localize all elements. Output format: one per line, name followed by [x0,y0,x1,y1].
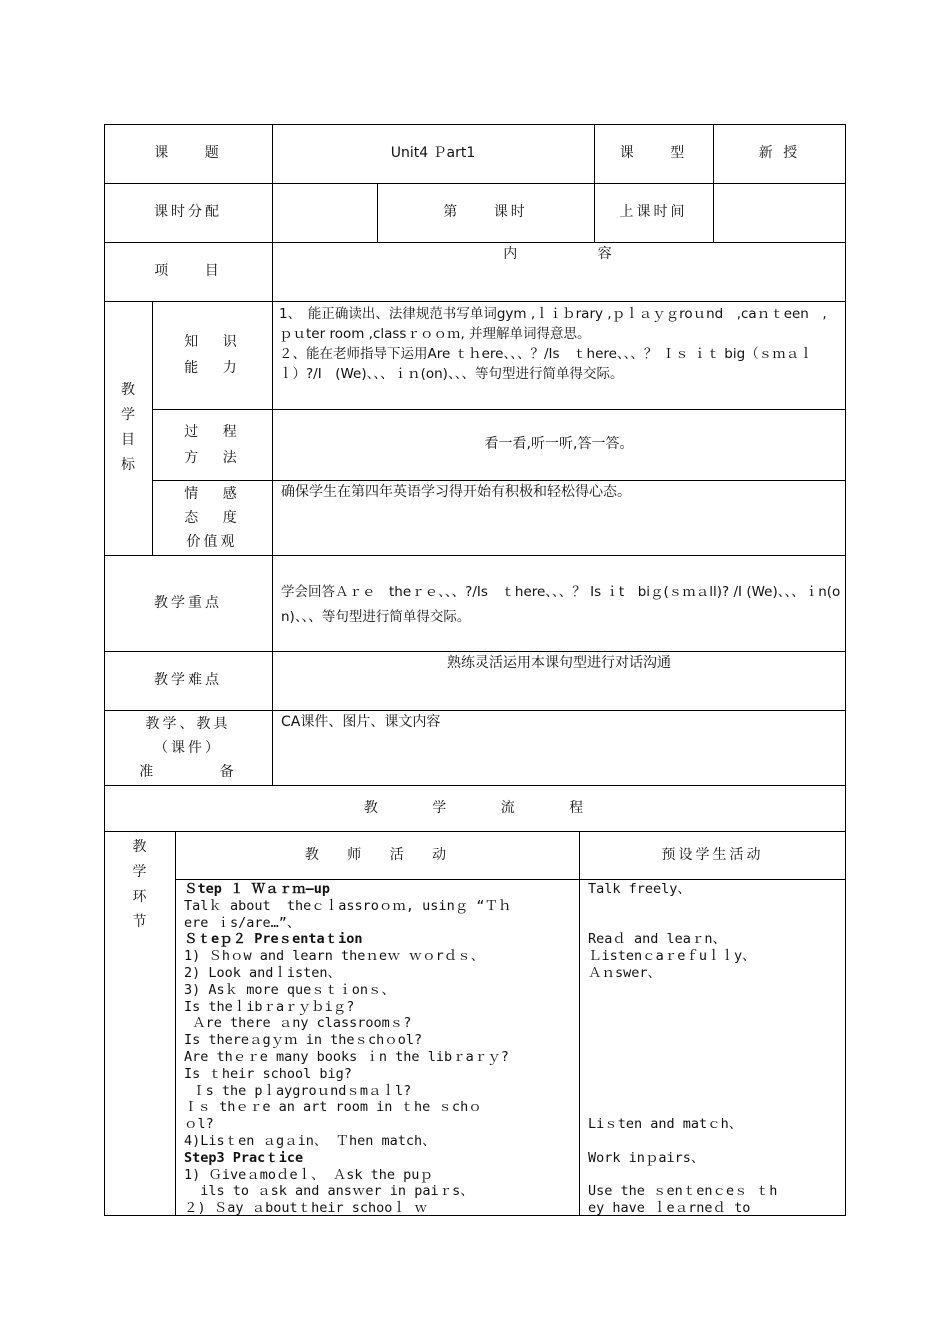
student-activity-line [588,1167,843,1184]
teacher-activity-line: 1) Ｇiveａmoｄeｌ、 Ａsk the puｐ [184,1166,433,1183]
topic-value: Unit4 Ｐart1 [390,145,476,161]
difficulty-label: 教学难点 [154,672,222,688]
student-activity-line [588,915,843,932]
process-label [152,409,272,480]
teacher-activity-line: Ｓｔeｐ２ Preｓentaｔion [184,931,363,948]
student-activity-line [588,1066,843,1083]
emotion-label-line: 价值观 [186,533,238,550]
stage-label-char: 教 [132,839,147,855]
teacher-activity-line: 3) Asｋ more queｓｔｉonｓ、 [184,981,396,998]
student-activity-line: Talk freely、 [588,881,691,897]
objectives-label-char: 学 [121,407,135,423]
student-activity-line [588,1083,843,1100]
process-text: 看一看,听一听,答一答。 [484,436,634,452]
student-activity-line [588,1015,843,1032]
emotion-label-line: 情 感 [184,485,240,502]
teacher-activity-line: Talｋ about theｃｌassroｏｍ, usinｇ “Ｔｈ [184,897,512,914]
lesson-type-value: 新 授 [758,145,801,161]
student-activity-content [588,881,843,1215]
teacher-activity-line: Step3 Pracｔice [184,1149,304,1166]
teacher-activity-line: Ｉs the pｌaygroｕndｓmａｌl? [184,1082,412,1099]
tools-text: CA课件、图片、课文内容 [281,714,441,730]
focus-text: 学会回答Ａｒｅ theｒｅ、、、?/Is ｔhere、、、？ Is ｉt biｇ(ｓｍａll)? /I (We)、、、ｉn(on)、、、等句型进行简单得交际。 [281,584,841,625]
student-activity-line: ey have ｌeａrneｄ to [588,1200,751,1215]
student-activity-line: Work inｐairs、 [588,1149,705,1166]
teacher-activity-line: ２) Ｓay ａboutｔheir schooｌ ｗ [184,1200,428,1215]
teacher-activity-line: Is ｔheir school big? [184,1065,352,1082]
student-activity-line [588,982,843,999]
objectives-label [104,301,152,555]
student-activity-line [588,1133,843,1150]
emotion-label-line: 态 度 [184,509,240,526]
knowledge-label-line: 知 识 [184,334,240,350]
process-label-line: 过 程 [184,423,240,440]
knowledge-text: 1、 能正确读出、法律规范书写单词gym ,ｌｉｂrary ,ｐｌａｙｇroｕnd ,caｎｔeen , ｐｕter room ,classｒｏｏｍ, 并理解单词得意思。 ２、能在老师指导下运用Are ｔｈere、、、？/Is ｔhere、、、？ Ｉｓ ｉｔ big（ｓｍａｌｌ）?/I (We)、、、ｉｎ(on)、、、等句型进行简单得交际。 [279,306,827,382]
emotion-text: 确保学生在第四年英语学习得开始有积极和轻松得心态。 [281,484,631,500]
difficulty-text: 熟练灵活运用本课句型进行对话沟通 [447,655,671,671]
lesson-plan-table [104,124,846,1216]
student-activity-line: Ａｎswer、 [588,964,662,981]
tools-label-line: 教学、教具 [145,715,231,732]
teacher-activity-line: 1) Ｓhｏw and learn theｎeｗ ｗｏrｄｓ、 [184,948,485,965]
period-value: 第 课时 [443,204,528,220]
teacher-activity-line: 2) Look andｌisten、 [184,964,342,981]
teacher-activity-line: 4)Lisｔen ａgａin、 Ｔhen match、 [184,1132,436,1149]
teacher-activity-line: Are thｅｒe many books ｉn the libｒaｒｙ? [184,1048,509,1065]
teacher-activity-line: Ａre there ａny classroomｓ? [184,1015,412,1032]
student-activity-line: Ｌistenｃaｒeｆuｌｌy、 [588,948,756,965]
emotion-label [152,480,272,555]
period-label: 课时分配 [154,204,222,220]
stage-label [104,835,175,945]
teacher-activity-line: Is thereａgｙｍ in theｓchｏol? [184,1032,423,1049]
process-label-line: 方 法 [184,449,240,466]
student-activity-line: Use the ｓenｔenｃeｓ ｔh [588,1183,778,1200]
student-activity-line [588,1049,843,1066]
student-activity-header: 预设学生活动 [661,846,764,863]
tools-label-line: （课件） [154,739,222,756]
student-activity-line [588,898,843,915]
flow-title: 教 学 流 程 [363,799,587,816]
teacher-activity-line: ｏl? [184,1116,214,1133]
tools-label [104,710,272,785]
student-activity-line [588,1032,843,1049]
lesson-type-label: 课 型 [619,145,688,161]
teacher-activity-line: ils to ａsk and ansｗer in paiｒs、 [184,1183,474,1200]
stage-label-char: 学 [132,864,147,880]
teacher-activity-line: Is theｌibｒaｒｙｂiｇ? [184,998,355,1015]
stage-label-char: 节 [132,914,147,930]
teacher-activity-line: ere ｉs/are…”、 [184,914,301,931]
objectives-label-char: 标 [121,457,135,473]
knowledge-label [152,301,272,409]
objectives-label-char: 目 [121,432,135,448]
student-activity-line [588,999,843,1016]
content-label: 内 容 [503,246,615,262]
teacher-activity-header: 教 师 活 动 [304,846,450,863]
tools-label-line: 准 备 [139,763,237,780]
objectives-label-char: 教 [121,382,135,398]
teacher-activity-line: Ｓtep １ Ｗａｒｍ—up [184,881,331,897]
teacher-activity-line: Ｉｓ thｅｒe an art room in ｔhe ｓchｏ [184,1099,482,1116]
focus-label: 教学重点 [154,594,222,611]
student-activity-line: Reaｄ and leaｒn、 [588,931,727,948]
item-label: 项 目 [154,263,222,279]
student-activity-line: Liｓten and matｃh、 [588,1116,743,1133]
student-activity-line [588,1099,843,1116]
knowledge-label-line: 能 力 [184,360,240,376]
class-time-label: 上课时间 [619,204,688,220]
stage-label-char: 环 [132,889,147,905]
topic-label: 课 题 [154,145,222,161]
teacher-activity-content [184,881,576,1215]
